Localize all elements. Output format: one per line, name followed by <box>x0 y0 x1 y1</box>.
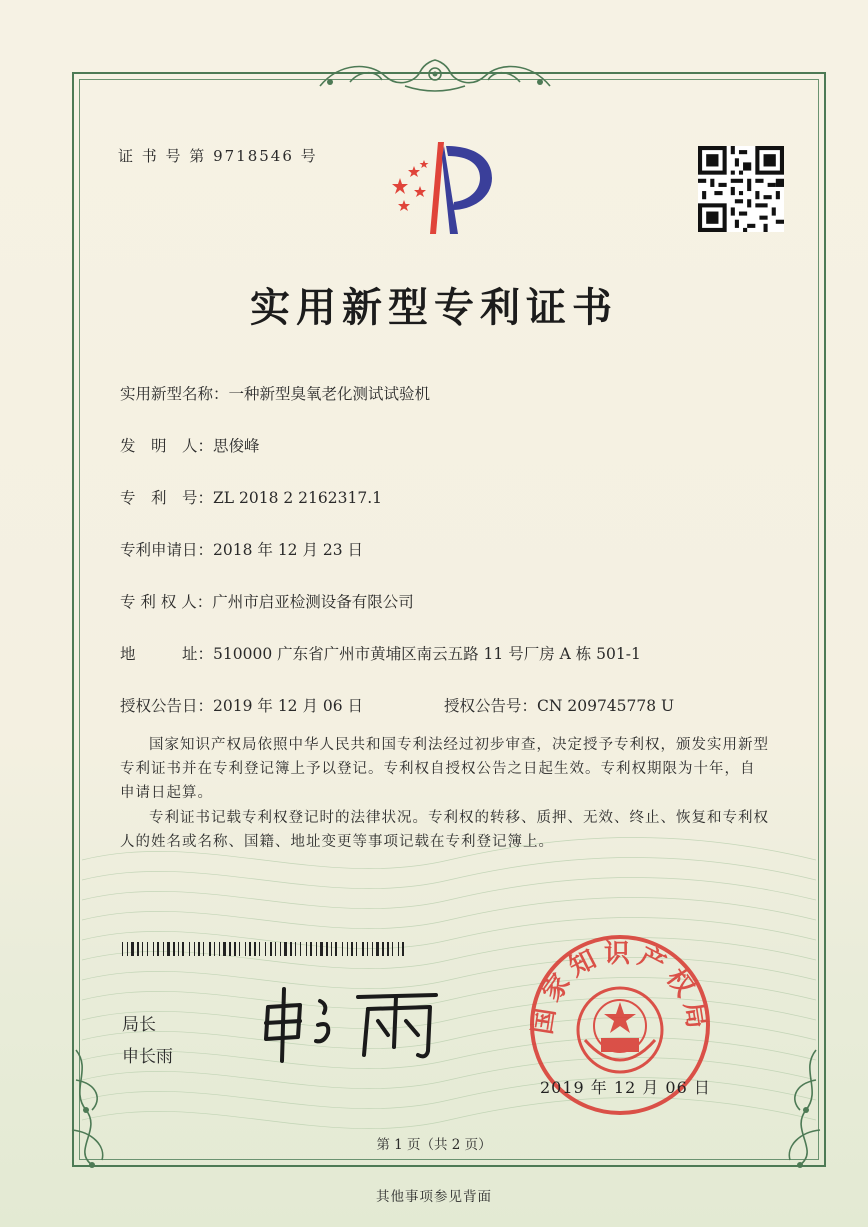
field-label: 专 利 号： <box>120 489 214 507</box>
field-value: 广州市启亚检测设备有限公司 <box>212 593 414 611</box>
field-value: 2018 年 12 月 23 日 <box>213 541 364 559</box>
field-label: 发 明 人： <box>120 437 214 455</box>
field-filing-date <box>120 538 363 560</box>
field-address <box>120 642 641 664</box>
footer-note: 其他事项参见背面 <box>376 1189 492 1205</box>
field-value: CN 209745778 U <box>537 697 675 715</box>
field-grant-date <box>120 694 363 716</box>
field-grant-number <box>444 694 674 716</box>
certificate-number: 证 书 号 第 9718546 号 <box>118 147 318 165</box>
qr-code <box>698 146 784 232</box>
field-label: 地 址： <box>120 645 214 663</box>
statement-paragraph-2: 专利证书记载专利权登记时的法律状况。专利权的转移、质押、无效、终止、恢复和专利权人的姓名或名称、国籍、地址变更等事项记载在专利登记簿上。 <box>120 810 769 850</box>
director-title: 局长 <box>122 1015 156 1035</box>
field-label: 授权公告号： <box>444 697 538 715</box>
statement-paragraph-1: 国家知识产权局依照中华人民共和国专利法经过初步审查，决定授予专利权，颁发实用新型专利证书并在专利登记簿上予以登记。专利权自授权公告之日起生效。专利权期限为十年，自申请日起算。 <box>120 737 769 801</box>
field-label: 专利申请日： <box>120 541 214 559</box>
field-label: 专 利 权 人： <box>120 593 213 611</box>
page-indicator: 第 1 页（共 2 页） <box>376 1137 492 1153</box>
director-name: 申长雨 <box>122 1047 173 1067</box>
field-patentee <box>120 590 414 612</box>
page-title: 实用新型专利证书 <box>250 284 618 331</box>
field-value: 510000 广东省广州市黄埔区南云五路 11 号厂房 A 栋 501-1 <box>213 645 641 663</box>
barcode <box>122 942 407 956</box>
field-value: 2019 年 12 月 06 日 <box>213 697 364 715</box>
patent-office-logo-icon <box>380 138 510 238</box>
field-value: 思俊峰 <box>213 437 260 455</box>
top-ornament <box>310 52 560 96</box>
field-value: 一种新型臭氧老化测试试验机 <box>228 385 431 403</box>
director-signature <box>258 985 448 1065</box>
seal-text: 国家知识产权局 <box>527 939 713 1037</box>
field-utility-model-name <box>120 382 430 404</box>
field-inventor <box>120 434 260 456</box>
field-patent-number <box>120 486 382 508</box>
field-label: 实用新型名称： <box>120 385 229 403</box>
field-label: 授权公告日： <box>120 697 214 715</box>
seal-date: 2019 年 12 月 06 日 <box>540 1078 711 1097</box>
field-value: ZL 2018 2 2162317.1 <box>213 489 382 507</box>
